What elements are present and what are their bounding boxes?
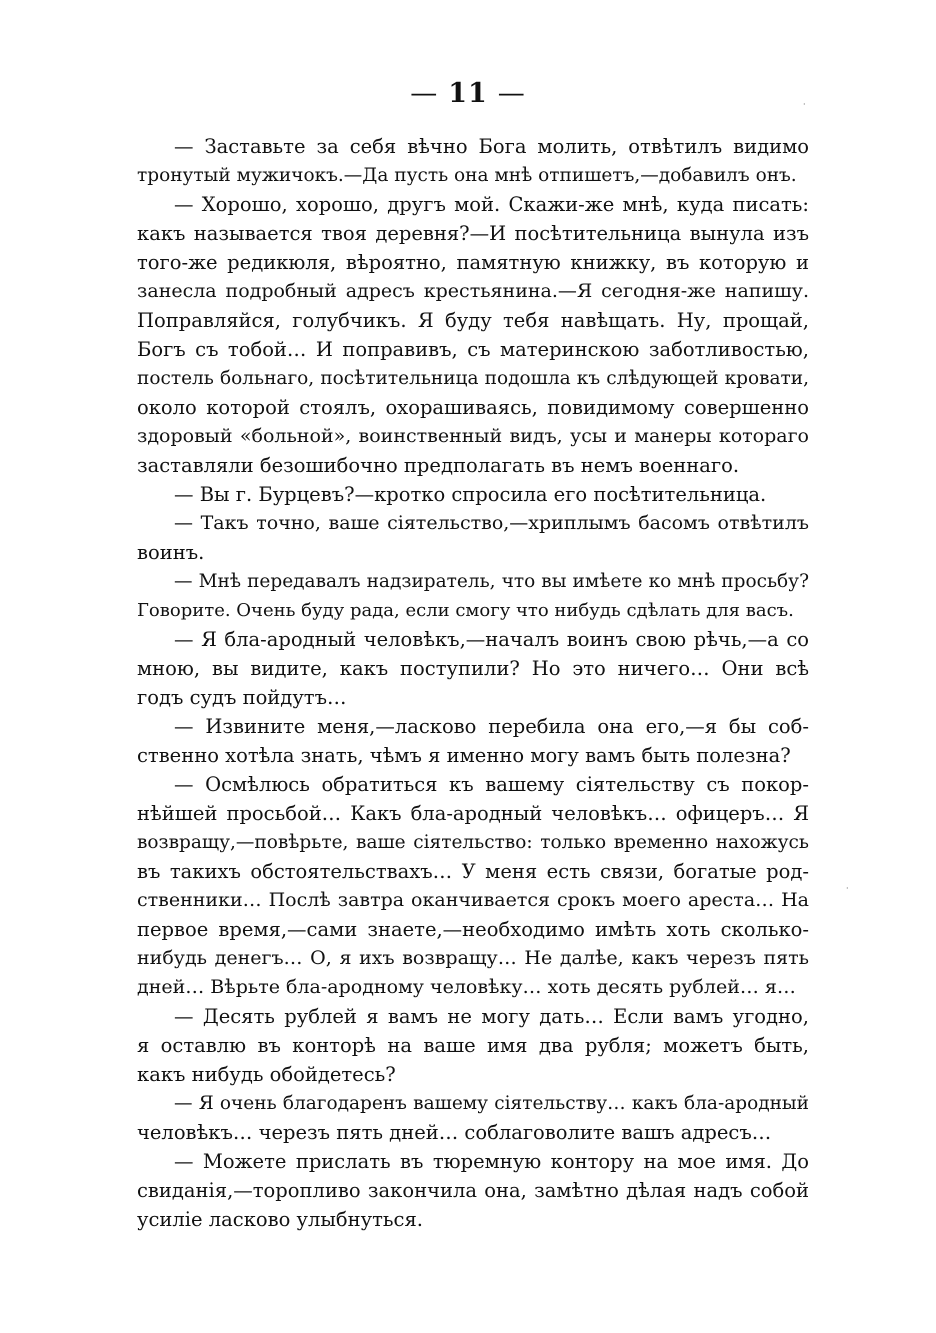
text-line: — Вы г. Бурцевъ?—кротко спросила его посѣтительница. <box>174 483 767 506</box>
text-line: — Можете прислать въ тюремную контору на мое имя. До <box>174 1150 809 1173</box>
text-line: — Такъ точно, ваше сiятельство,—хриплымъ басомъ отвѣтилъ <box>174 512 809 534</box>
scan-speck: · <box>846 884 849 893</box>
text-line: возвращу,—повѣрьте, ваше сiятельство: только временно нахожусь <box>137 832 809 853</box>
page-number: 11 <box>448 78 488 109</box>
text-line: около которой стоялъ, охорашиваясь, повидимому совершенно <box>137 396 809 419</box>
text-line: мною, вы видите, какъ поступили? Но это ничего… Они всѣ <box>137 657 809 680</box>
text-line: какъ называется твоя деревня?—И посѣтительница вынула изъ <box>137 222 809 245</box>
text-line: того-же редикюля, вѣроятно, памятную книжку, въ которую и <box>137 251 809 274</box>
text-line: — Мнѣ передавалъ надзиратель, что вы имѣете ко мнѣ просьбу? <box>174 571 809 592</box>
text-line: — Десять рублей я вамъ не могу дать… Если вамъ угодно, <box>174 1005 809 1028</box>
page-text-body <box>137 132 809 1234</box>
header-dash-left: — <box>410 78 439 109</box>
text-line: — Я очень благодаренъ вашему сiятельству… какъ бла-ародный <box>174 1093 809 1114</box>
text-line: — Осмѣлюсь обратиться къ вашему сiятельству съ покор- <box>174 773 809 796</box>
text-line: ственно хотѣла знать, чѣмъ я именно могу вамъ быть полезна? <box>137 744 791 767</box>
text-line: дней… Вѣрьте бла-ародному человѣку… хоть десять рублей… я… <box>137 976 796 998</box>
text-line: — Извините меня,—ласково перебила она его,—я бы соб- <box>174 715 809 738</box>
text-line: въ такихъ обстоятельствахъ… У меня есть связи, богатые род- <box>137 860 809 883</box>
text-line: какъ нибудь обойдетесь? <box>137 1063 396 1086</box>
text-line: воинъ. <box>137 541 205 564</box>
text-line: я оставлю въ конторѣ на ваше имя два рубля; можетъ быть, <box>137 1034 809 1057</box>
text-line: — Я бла-ародный человѣкъ,—началъ воинъ свою рѣчь,—а со <box>174 628 809 651</box>
text-line: Богъ съ тобой… И поправивъ, съ материнскою заботливостью, <box>137 338 809 361</box>
text-line: Говорите. Очень буду рада, если смогу что нибудь сдѣлать для васъ. <box>137 600 794 621</box>
scan-speck: · <box>803 100 806 109</box>
text-line: Поправляйся, голубчикъ. Я буду тебя навѣщать. Ну, прощай, <box>137 309 809 332</box>
text-line: нѣйшей просьбой… Какъ бла-ародный человѣкъ… офицеръ… Я <box>137 802 809 825</box>
text-line: свиданiя,—торопливо закончила она, замѣтно дѣлая надъ собой <box>137 1179 809 1202</box>
text-line: нибудь денегъ… О, я ихъ возвращу… Не далѣе, какъ черезъ пять <box>137 947 809 969</box>
text-line: занесла подробный адресъ крестьянина.—Я сегодня-же напишу. <box>137 280 809 302</box>
text-line: годъ судъ пойдутъ… <box>137 686 347 709</box>
text-line: заставляли безошибочно предполагать въ немъ военнаго. <box>137 454 740 477</box>
text-line: человѣкъ… черезъ пять дней… соблаговолите вашъ адресъ… <box>137 1121 772 1144</box>
text-line: тронутый мужичокъ.—Да пусть она мнѣ отпишетъ,—добавилъ онъ. <box>137 165 797 186</box>
text-line: ственники… Послѣ завтра оканчивается срокъ моего ареста… На <box>137 889 809 911</box>
text-line: — Хорошо, хорошо, другъ мой. Скажи-же мнѣ, куда писать: <box>174 193 809 216</box>
text-line: постель больнаго, посѣтительница подошла къ слѣдующей кровати, <box>137 368 809 389</box>
page-header <box>0 78 936 109</box>
text-line: первое время,—сами знаете,—необходимо имѣть хоть сколько- <box>137 918 809 941</box>
text-line: — Заставьте за себя вѣчно Бога молить, отвѣтилъ видимо <box>174 135 809 158</box>
text-line: усилiе ласково улыбнуться. <box>137 1208 423 1231</box>
text-line: здоровый «больной», воинственный видъ, усы и манеры котораго <box>137 425 809 447</box>
header-dash-right: — <box>497 78 526 109</box>
